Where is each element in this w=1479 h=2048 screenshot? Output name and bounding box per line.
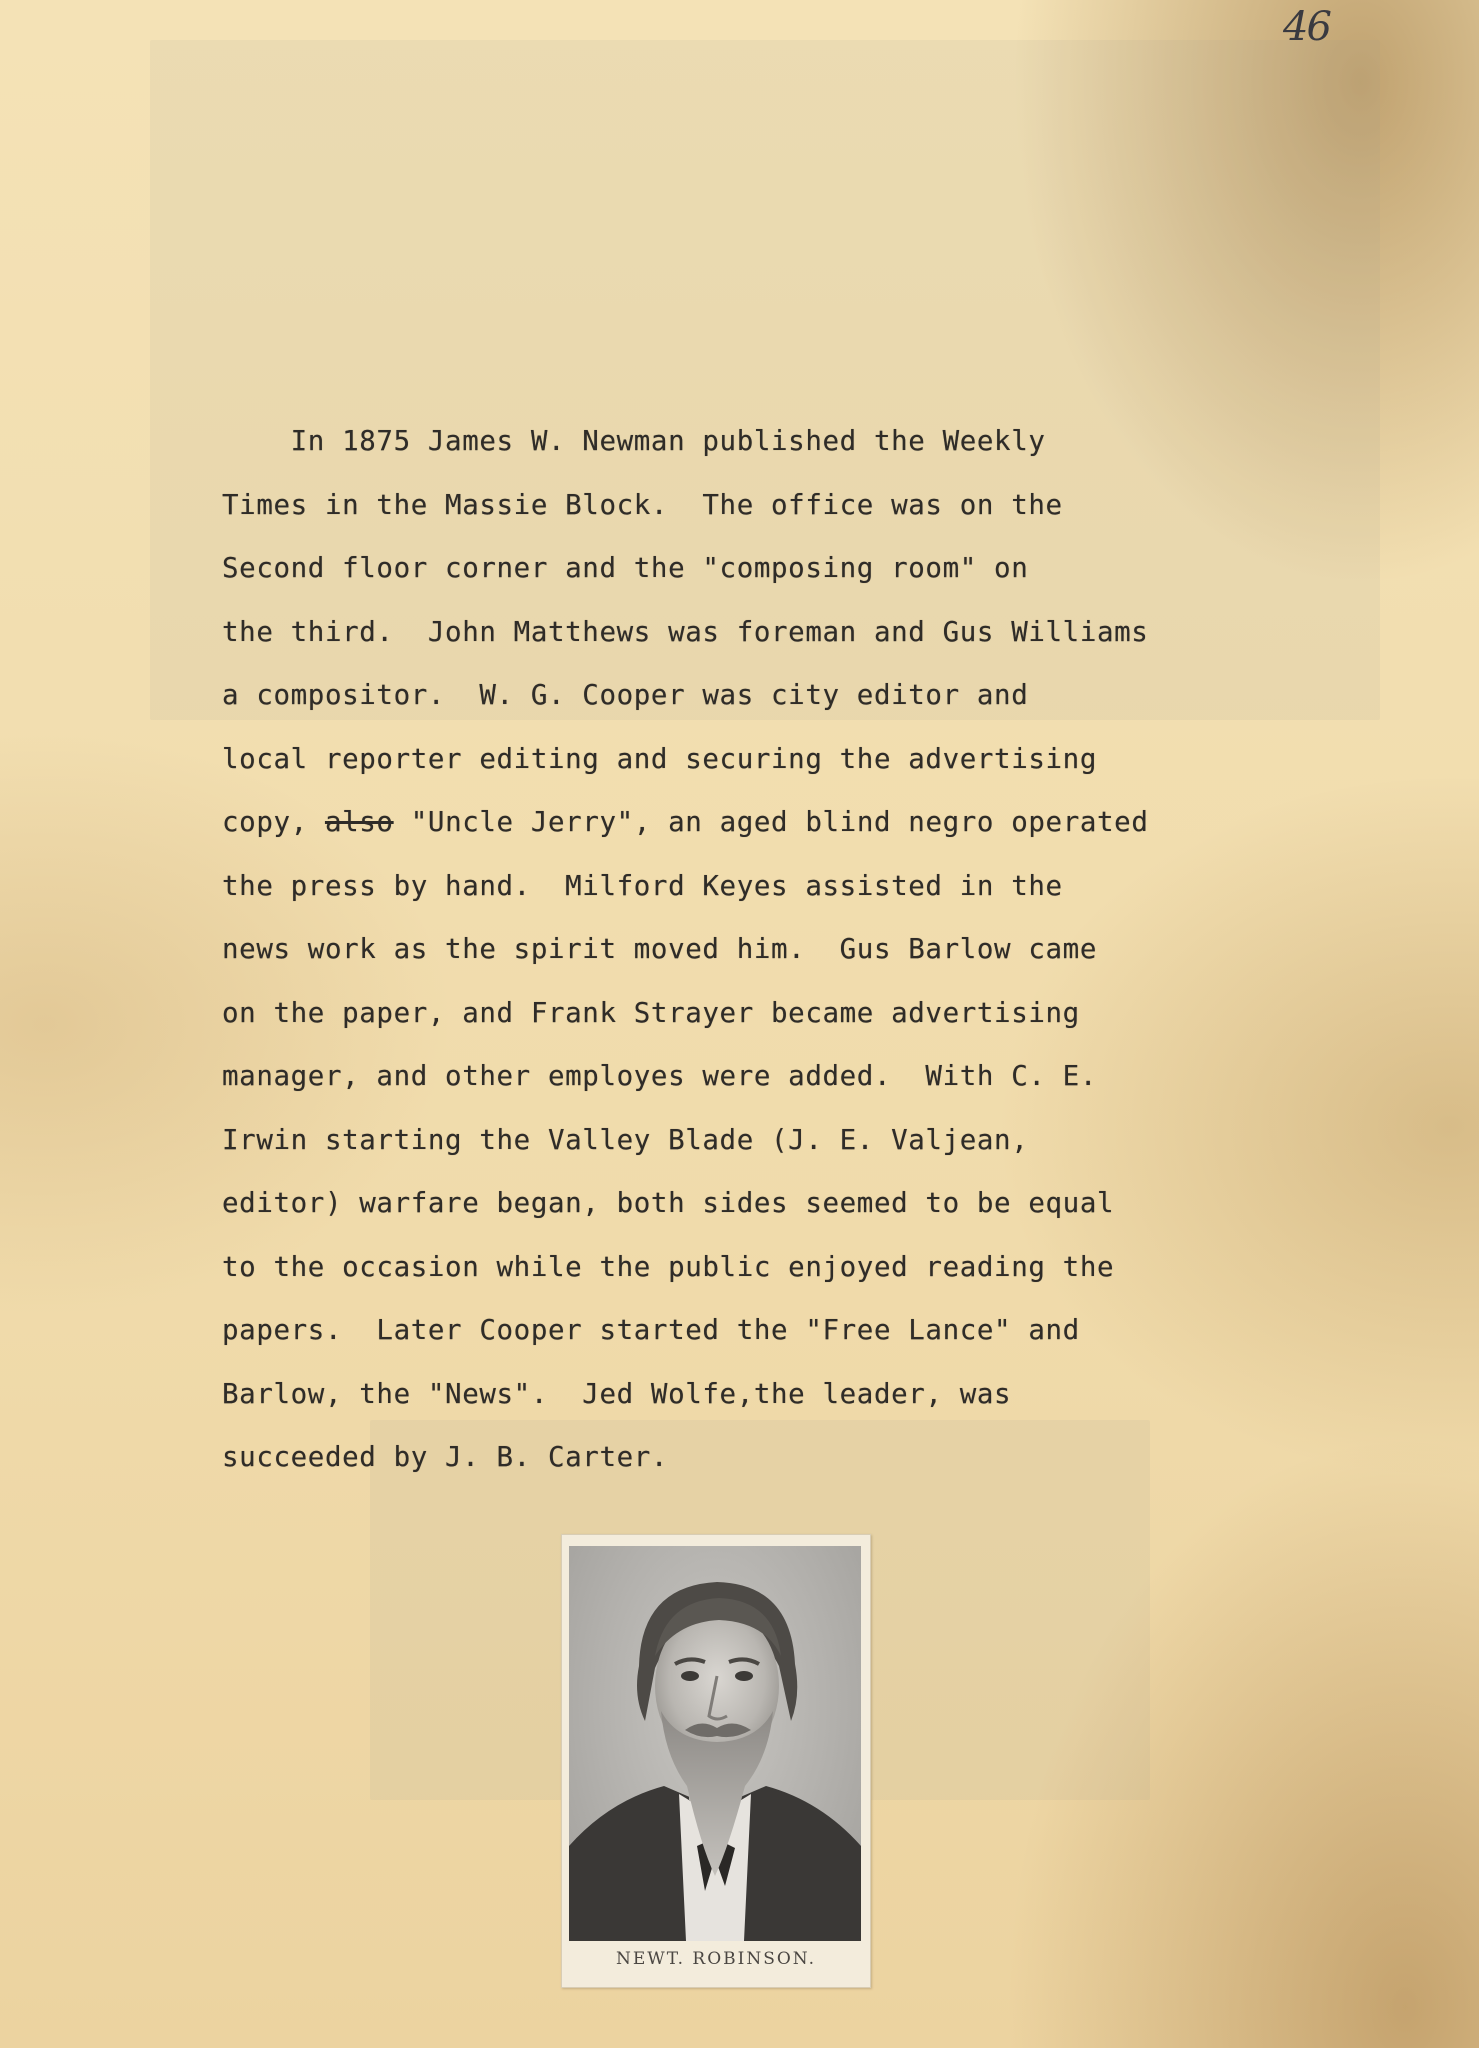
text-line-13: editor) warfare began, both sides seemed to be equal xyxy=(222,1187,1115,1219)
portrait-illustration xyxy=(569,1546,861,1941)
portrait-caption: NEWT. ROBINSON. xyxy=(616,1949,816,1969)
text-line-7-end: "Uncle Jerry", an aged blind negro operated xyxy=(393,806,1149,838)
portrait-photo xyxy=(569,1546,861,1941)
text-line-15: papers. Later Cooper started the "Free Lance" and xyxy=(222,1314,1080,1346)
text-line-11: manager, and other employes were added. With C. E. xyxy=(222,1060,1097,1092)
struck-out-word: also xyxy=(324,806,394,838)
text-line-17: succeeded by J. B. Carter. xyxy=(222,1441,669,1473)
page-number: 46 xyxy=(1283,4,1330,50)
text-line-12: Irwin starting the Valley Blade (J. E. Valjean, xyxy=(222,1123,1029,1156)
text-line-7 xyxy=(222,791,1282,855)
text-line-9: news work as the spirit moved him. Gus Barlow came xyxy=(222,933,1097,965)
text-line-3: Second floor corner and the "composing room" on xyxy=(222,552,1029,584)
text-line-14: to the occasion while the public enjoyed reading the xyxy=(222,1250,1115,1283)
portrait-clipping xyxy=(561,1534,871,1988)
text-line-2: Times in the Massie Block. The office was on the xyxy=(222,488,1063,521)
text-line-16: Barlow, the "News". Jed Wolfe,the leader, was xyxy=(222,1377,1012,1410)
text-line-4: the third. John Matthews was foreman and Gus Williams xyxy=(222,615,1149,648)
text-line-6: local reporter editing and securing the advertising xyxy=(222,742,1097,775)
text-line-8: the press by hand. Milford Keyes assisted in the xyxy=(222,869,1063,902)
typed-body-text xyxy=(222,410,1282,1490)
text-line-5: a compositor. W. G. Cooper was city editor and xyxy=(222,679,1029,711)
text-line-1: In 1875 James W. Newman published the Weekly xyxy=(222,425,1046,457)
text-line-7-start: copy, xyxy=(222,806,325,838)
text-line-10: on the paper, and Frank Strayer became advertising xyxy=(222,996,1080,1029)
